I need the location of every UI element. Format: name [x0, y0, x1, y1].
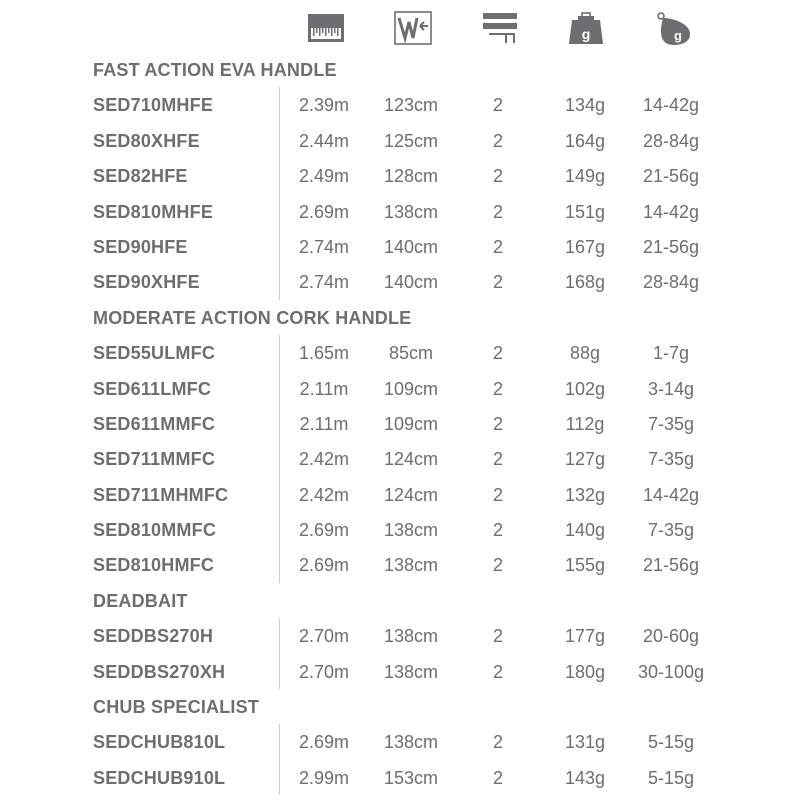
sections-cell: 2 [492, 236, 504, 257]
table-row [0, 158, 800, 193]
model-code: SED711MMFC [93, 449, 216, 470]
casting-weight-cell: 7-35g [647, 413, 695, 434]
svg-text:g: g [674, 28, 682, 43]
sections-cell: 2 [492, 555, 504, 576]
action-taper-icon [394, 10, 434, 46]
column-divider [279, 158, 280, 193]
weight-cell: 140g [564, 520, 606, 541]
length-cell: 2.69m [298, 520, 350, 541]
sections-cell: 2 [492, 484, 504, 505]
length-cell: 1.65m [298, 343, 350, 364]
section-header [0, 52, 800, 87]
table-row [0, 406, 800, 441]
model-code: SEDDBS270XH [93, 661, 226, 682]
column-divider [279, 760, 280, 795]
casting-weight-cell: 3-14g [647, 378, 695, 399]
table-row [0, 264, 800, 299]
column-divider [279, 229, 280, 264]
sections-cell: 2 [492, 201, 504, 222]
length-cell: 2.70m [298, 626, 350, 647]
casting-weight-cell: 5-15g [647, 767, 695, 788]
casting-weight-cell: 7-35g [647, 449, 695, 470]
transport-length-cell: 138cm [383, 626, 439, 647]
model-code: SED810HMFC [93, 555, 215, 576]
model-code: SED710MHFE [93, 95, 214, 116]
column-divider [279, 264, 280, 299]
length-cell: 2.11m [299, 378, 349, 399]
casting-weight-cell: 28-84g [642, 272, 700, 293]
column-divider [279, 87, 280, 122]
weight-cell: 102g [564, 378, 606, 399]
column-divider [279, 512, 280, 547]
sections-cell: 2 [492, 413, 504, 434]
table-row [0, 654, 800, 689]
table-row [0, 441, 800, 476]
table-row [0, 547, 800, 582]
length-cell: 2.69m [298, 201, 350, 222]
model-code: SED810MMFC [93, 520, 217, 541]
transport-length-cell: 124cm [383, 484, 439, 505]
sections-cell: 2 [492, 378, 504, 399]
table-row [0, 477, 800, 512]
sections-cell: 2 [492, 732, 504, 753]
table-row [0, 194, 800, 229]
table-row [0, 123, 800, 158]
sections-cell: 2 [492, 767, 504, 788]
casting-weight-cell: 14-42g [642, 95, 700, 116]
model-code: SEDCHUB910L [93, 767, 226, 788]
length-ruler-icon [306, 10, 346, 46]
transport-length-cell: 140cm [383, 236, 439, 257]
column-divider [279, 547, 280, 582]
transport-length-cell: 85cm [388, 343, 434, 364]
weight-cell: 167g [564, 236, 606, 257]
column-divider [279, 123, 280, 158]
sections-cell: 2 [492, 272, 504, 293]
column-divider [279, 618, 280, 653]
column-divider [279, 477, 280, 512]
weight-cell: 127g [564, 449, 606, 470]
weight-cell: 143g [564, 767, 606, 788]
transport-length-cell: 138cm [383, 520, 439, 541]
sections-cell: 2 [492, 626, 504, 647]
section-header [0, 300, 800, 335]
table-row [0, 724, 800, 759]
casting-weight-cell: 20-60g [642, 626, 700, 647]
casting-weight-cell: 28-84g [642, 130, 700, 151]
transport-length-cell: 123cm [383, 95, 439, 116]
table-row [0, 371, 800, 406]
table-row [0, 229, 800, 264]
sections-cell: 2 [492, 449, 504, 470]
length-cell: 2.42m [298, 484, 350, 505]
table-row [0, 512, 800, 547]
length-cell: 2.11m [299, 413, 349, 434]
length-cell: 2.74m [298, 236, 350, 257]
table-row [0, 760, 800, 795]
sections-cell: 2 [492, 343, 504, 364]
length-cell: 2.99m [298, 767, 350, 788]
section-title: DEADBAIT [93, 590, 188, 611]
column-divider [279, 724, 280, 759]
casting-weight-cell: 30-100g [637, 661, 705, 682]
length-cell: 2.49m [298, 166, 350, 187]
sections-cell: 2 [492, 130, 504, 151]
casting-weight-cell: 14-42g [642, 484, 700, 505]
section-header [0, 689, 800, 724]
model-code: SED80XHFE [93, 130, 200, 151]
length-cell: 2.44m [298, 130, 350, 151]
section-header [0, 583, 800, 618]
svg-text:g: g [581, 26, 591, 42]
length-cell: 2.39m [298, 95, 350, 116]
model-code: SEDCHUB810L [93, 732, 226, 753]
casting-weight-cell: 5-15g [647, 732, 695, 753]
section-title: MODERATE ACTION CORK HANDLE [93, 307, 412, 328]
weight-cell: 132g [564, 484, 606, 505]
length-cell: 2.42m [298, 449, 350, 470]
weight-cell: 155g [564, 555, 606, 576]
weight-cell: 164g [564, 130, 606, 151]
length-cell: 2.70m [298, 661, 350, 682]
weight-cell: 112g [565, 413, 605, 434]
transport-length-cell: 138cm [383, 661, 439, 682]
casting-weight-cell: 21-56g [642, 236, 700, 257]
sections-cell: 2 [492, 95, 504, 116]
rod-spec-table [0, 52, 800, 795]
column-icon-header [0, 10, 800, 50]
casting-weight-cell: 7-35g [647, 520, 695, 541]
model-code: SED611LMFC [93, 378, 212, 399]
length-cell: 2.69m [298, 555, 350, 576]
column-divider [279, 194, 280, 229]
section-title: CHUB SPECIALIST [93, 697, 260, 718]
casting-weight-cell: 21-56g [642, 555, 700, 576]
length-cell: 2.69m [298, 732, 350, 753]
weight-cell: 168g [564, 272, 606, 293]
table-row [0, 335, 800, 370]
casting-weight-cell: 1-7g [652, 343, 690, 364]
weight-cell: 177g [564, 626, 606, 647]
weight-cell: 180g [564, 661, 606, 682]
casting-weight-icon [654, 10, 694, 46]
casting-weight-cell: 21-56g [642, 166, 700, 187]
model-code: SED55ULMFC [93, 343, 216, 364]
weight-cell: 131g [564, 732, 606, 753]
weight-cell: 151g [564, 201, 606, 222]
column-divider [279, 441, 280, 476]
sections-icon [481, 10, 521, 46]
weight-cell: 149g [564, 166, 606, 187]
sections-cell: 2 [492, 520, 504, 541]
model-code: SED810MHFE [93, 201, 214, 222]
column-divider [279, 371, 280, 406]
model-code: SED711MHMFC [93, 484, 229, 505]
length-cell: 2.74m [298, 272, 350, 293]
model-code: SED90HFE [93, 236, 188, 257]
table-row [0, 87, 800, 122]
weight-icon [567, 10, 607, 46]
sections-cell: 2 [492, 166, 504, 187]
transport-length-cell: 128cm [383, 166, 439, 187]
section-title: FAST ACTION EVA HANDLE [93, 60, 337, 80]
column-divider [279, 654, 280, 689]
sections-cell: 2 [492, 661, 504, 682]
weight-cell: 88g [569, 343, 601, 364]
model-code: SED611MMFC [93, 413, 216, 434]
model-code: SED82HFE [93, 166, 188, 187]
transport-length-cell: 138cm [383, 201, 439, 222]
column-divider [279, 335, 280, 370]
casting-weight-cell: 14-42g [642, 201, 700, 222]
transport-length-cell: 138cm [383, 732, 439, 753]
model-code: SED90XHFE [93, 272, 200, 293]
transport-length-cell: 125cm [383, 130, 439, 151]
transport-length-cell: 124cm [383, 449, 439, 470]
weight-cell: 134g [564, 95, 606, 116]
table-row [0, 618, 800, 653]
model-code: SEDDBS270H [93, 626, 214, 647]
transport-length-cell: 153cm [383, 767, 439, 788]
transport-length-cell: 140cm [383, 272, 439, 293]
transport-length-cell: 138cm [383, 555, 439, 576]
transport-length-cell: 109cm [383, 378, 439, 399]
column-divider [279, 406, 280, 441]
transport-length-cell: 109cm [383, 413, 439, 434]
